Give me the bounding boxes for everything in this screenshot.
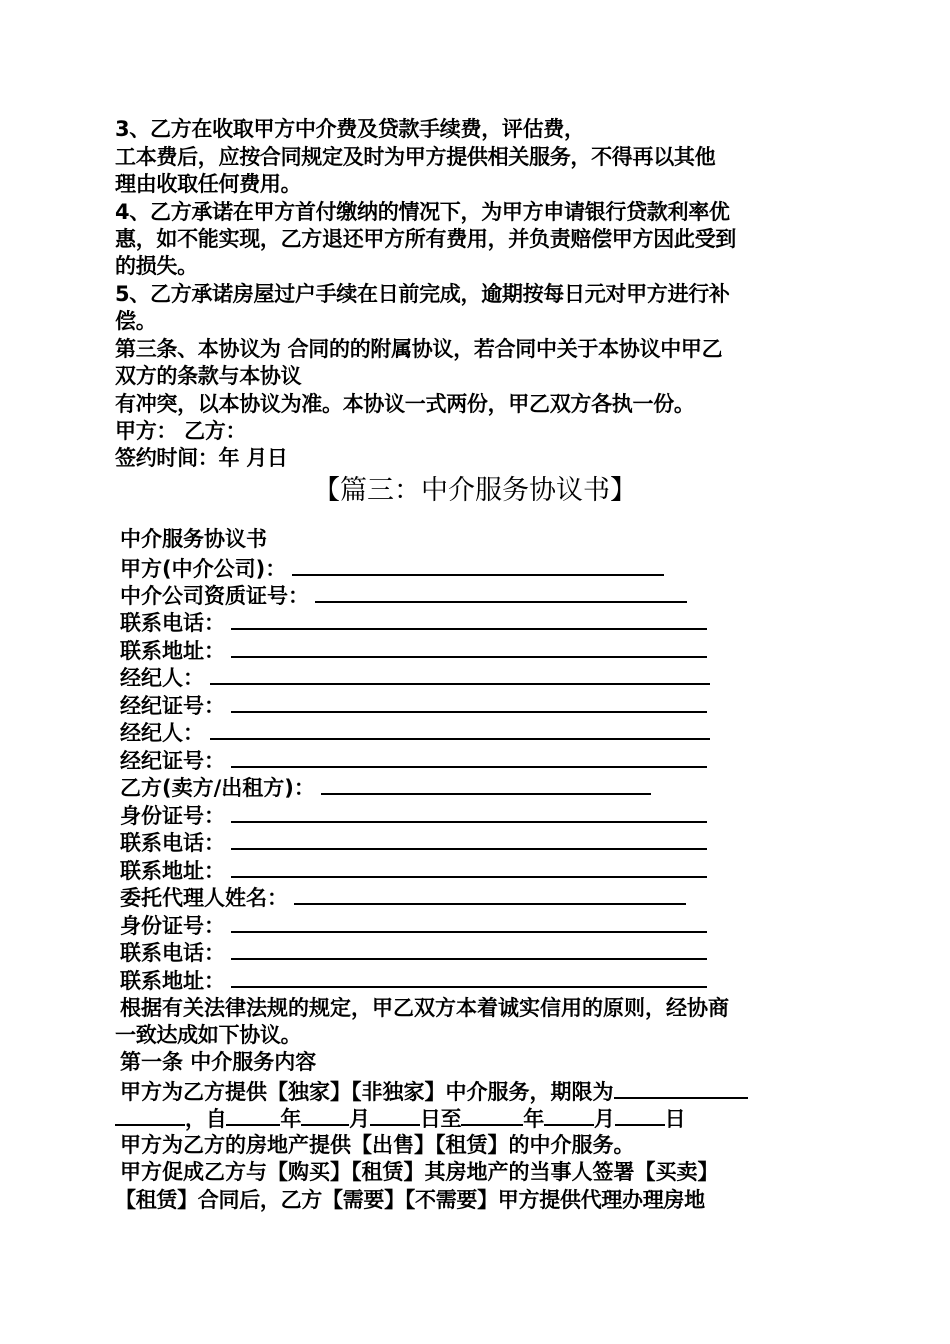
form-field xyxy=(120,828,707,857)
field-blank[interactable] xyxy=(210,663,710,685)
date-text: 月 xyxy=(349,1107,370,1131)
term-blank[interactable] xyxy=(614,1077,748,1099)
form-field xyxy=(120,883,686,912)
field-label: 经纪证号： xyxy=(120,749,225,773)
text-line: 惠，如不能实现，乙方退还甲方所有费用，并负责赔偿甲方因此受到 xyxy=(115,227,736,251)
text-line: 4、乙方承诺在甲方首付缴纳的情况下，为甲方申请银行贷款利率优 xyxy=(115,200,730,224)
text-line: 5、乙方承诺房屋过户手续在日前完成，逾期按每日元对甲方进行补 xyxy=(115,282,730,306)
field-blank[interactable] xyxy=(231,636,707,658)
text-line: 有冲突，以本协议为准。本协议一式两份，甲乙双方各执一份。 xyxy=(115,392,695,416)
form-field xyxy=(120,691,707,720)
form-field xyxy=(120,663,710,692)
field-blank[interactable] xyxy=(292,554,664,576)
text-line: 偿。 xyxy=(115,309,157,333)
form-field xyxy=(120,938,707,967)
field-blank[interactable] xyxy=(231,801,707,823)
field-label: 联系地址： xyxy=(120,969,225,993)
field-blank[interactable] xyxy=(231,966,707,988)
text-line: 3、乙方在收取甲方中介费及贷款手续费，评估费， xyxy=(115,117,585,141)
signing-date: 签约时间：年 月日 xyxy=(115,446,288,470)
field-label: 联系电话： xyxy=(120,941,225,965)
field-blank[interactable] xyxy=(231,608,707,630)
date-range-line xyxy=(115,1104,845,1133)
body-line: 一致达成如下协议。 xyxy=(115,1023,302,1047)
field-blank[interactable] xyxy=(321,773,651,795)
form-field xyxy=(120,718,710,747)
field-blank[interactable] xyxy=(231,828,707,850)
field-label: 乙方(卖方/出租方)： xyxy=(120,776,315,800)
field-label: 联系地址： xyxy=(120,859,225,883)
field-label: 联系地址： xyxy=(120,639,225,663)
field-blank[interactable] xyxy=(210,718,710,740)
field-label: 甲方(中介公司)： xyxy=(120,557,287,581)
form-field xyxy=(120,636,707,665)
form-field xyxy=(120,801,707,830)
field-blank[interactable] xyxy=(231,938,707,960)
body-line: 【租赁】合同后，乙方【需要】【不需要】甲方提供代理办理房地 xyxy=(115,1188,705,1212)
field-blank[interactable] xyxy=(231,856,707,878)
text-line: 双方的条款与本协议 xyxy=(115,364,302,388)
field-label: 联系电话： xyxy=(120,611,225,635)
field-label: 委托代理人姓名： xyxy=(120,886,288,910)
field-label: 身份证号： xyxy=(120,914,225,938)
section-title: 【篇三：中介服务协议书】 xyxy=(313,475,637,506)
year-blank[interactable] xyxy=(461,1104,523,1126)
body-line: 甲方为乙方的房地产提供【出售】【租赁】的中介服务。 xyxy=(120,1133,635,1157)
date-text: 年 xyxy=(523,1107,544,1131)
field-blank[interactable] xyxy=(231,911,707,933)
field-label: 经纪人： xyxy=(120,666,204,690)
text-line: 的损失。 xyxy=(115,254,198,278)
date-text: ，自 xyxy=(185,1107,227,1131)
month-blank[interactable] xyxy=(301,1104,349,1126)
form-field xyxy=(120,773,651,802)
date-text: 年 xyxy=(280,1107,302,1131)
text-line: 理由收取任何费用。 xyxy=(115,172,302,196)
form-heading: 中介服务协议书 xyxy=(120,527,267,551)
form-field xyxy=(120,911,707,940)
date-text: 日 xyxy=(664,1107,686,1131)
text-line: 第三条、本协议为 合同的的附属协议，若合同中关于本协议中甲乙 xyxy=(115,337,723,361)
field-label: 身份证号： xyxy=(120,804,225,828)
day-blank[interactable] xyxy=(370,1104,420,1126)
form-field xyxy=(120,554,664,583)
form-field xyxy=(120,581,687,610)
field-label: 经纪人： xyxy=(120,721,204,745)
text-line: 工本费后，应按合同规定及时为甲方提供相关服务，不得再以其他 xyxy=(115,145,716,169)
form-field xyxy=(120,746,707,775)
form-field xyxy=(120,608,707,637)
day-blank[interactable] xyxy=(615,1104,665,1126)
form-field xyxy=(120,856,707,885)
service-term-text: 甲方为乙方提供【独家】【非独家】中介服务，期限为 xyxy=(120,1080,614,1104)
year-blank[interactable] xyxy=(226,1104,280,1126)
field-label: 经纪证号： xyxy=(120,694,225,718)
field-blank[interactable] xyxy=(231,691,707,713)
field-blank[interactable] xyxy=(315,581,687,603)
blank[interactable] xyxy=(115,1104,185,1126)
signature-parties: 甲方： 乙方： xyxy=(115,419,247,443)
field-blank[interactable] xyxy=(231,746,707,768)
field-label: 中介公司资质证号： xyxy=(120,584,309,608)
article-heading: 第一条 中介服务内容 xyxy=(120,1050,317,1074)
date-text: 月 xyxy=(593,1107,615,1131)
body-line: 根据有关法律法规的规定，甲乙双方本着诚实信用的原则，经协商 xyxy=(120,996,729,1020)
field-label: 联系电话： xyxy=(120,831,225,855)
date-text: 日至 xyxy=(419,1107,462,1131)
field-blank[interactable] xyxy=(294,883,686,905)
body-line: 甲方促成乙方与【购买】【租赁】其房地产的当事人签署【买卖】 xyxy=(120,1160,719,1184)
month-blank[interactable] xyxy=(544,1104,594,1126)
form-field xyxy=(120,966,707,995)
service-term-line xyxy=(120,1077,748,1106)
